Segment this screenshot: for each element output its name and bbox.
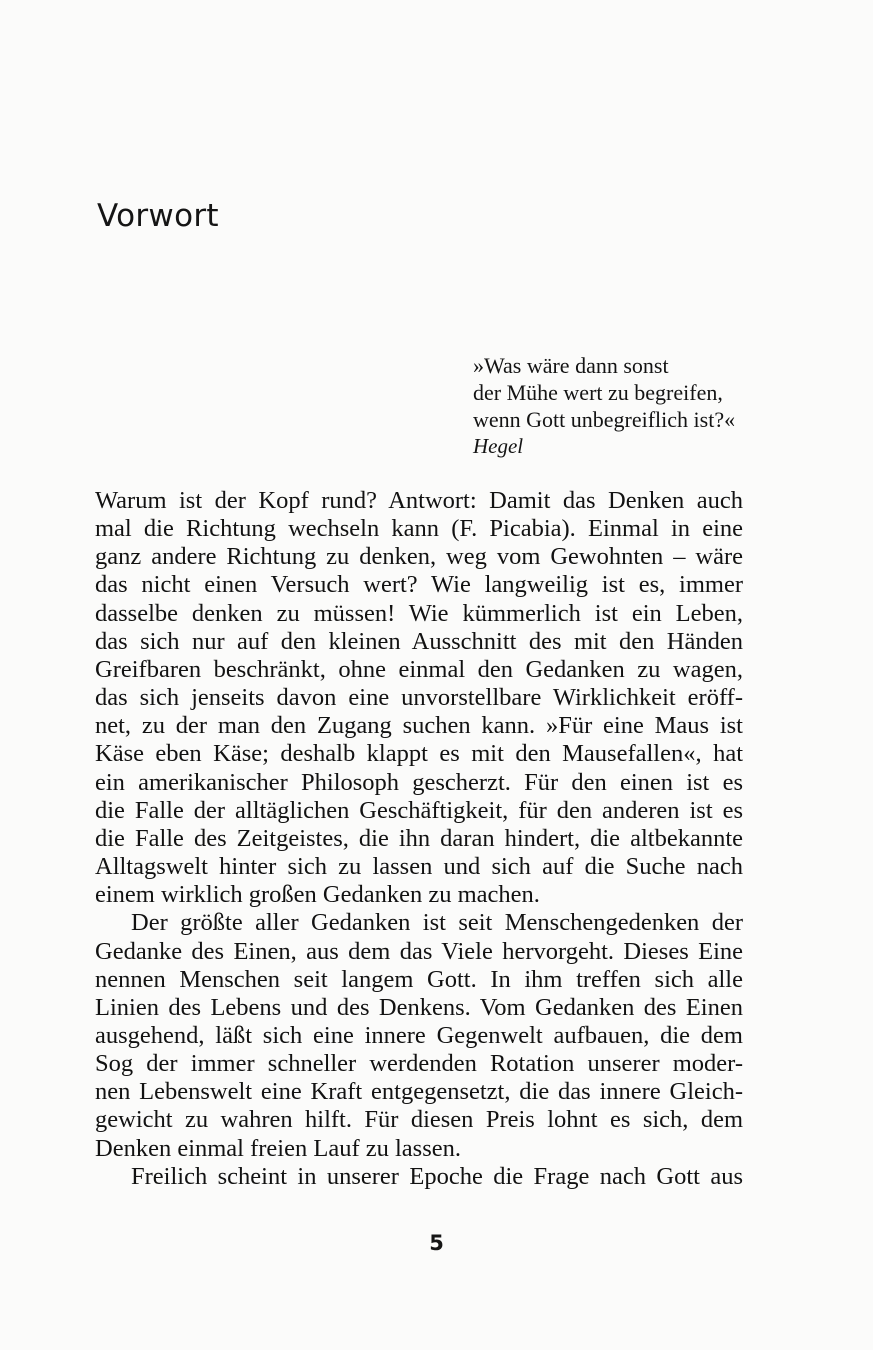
text-line: nen Lebenswelt eine Kraft entgegensetzt, die das innere Gleich- xyxy=(95,1078,743,1106)
text-line: mal die Richtung wechseln kann (F. Picabia). Einmal in eine xyxy=(95,515,743,543)
text-line: Linien des Lebens und des Denkens. Vom Gedanken des Einen xyxy=(95,993,743,1021)
epigraph xyxy=(473,352,813,460)
text-line: Alltagswelt hinter sich zu lassen und sich auf die Suche nach xyxy=(95,853,743,881)
text-line: Denken einmal freien Lauf zu lassen. xyxy=(95,1134,461,1162)
text-line: ein amerikanischer Philosoph gescherzt. Für den einen ist es xyxy=(95,768,743,796)
text-line: net, zu der man den Zugang suchen kann. »Für eine Maus ist xyxy=(95,712,743,740)
text-line: ganz andere Richtung zu denken, weg vom Gewohnten – wäre xyxy=(95,543,743,571)
text-line: das nicht einen Versuch wert? Wie langweilig ist es, immer xyxy=(95,571,743,599)
text-line: die Falle der alltäglichen Geschäftigkeit, für den anderen ist es xyxy=(95,796,743,824)
text-line: Der größte aller Gedanken ist seit Menschengedenken der xyxy=(131,909,743,937)
body-text xyxy=(95,487,743,1191)
paragraph xyxy=(95,1163,743,1191)
text-line: Greifbaren beschränkt, ohne einmal den Gedanken zu wagen, xyxy=(95,655,743,683)
text-line: nennen Menschen seit langem Gott. In ihm treffen sich alle xyxy=(95,965,743,993)
text-line: das sich nur auf den kleinen Ausschnitt des mit den Händen xyxy=(95,627,743,655)
text-line: einem wirklich großen Gedanken zu machen. xyxy=(95,881,540,909)
epigraph-line: wenn Gott unbegreiflich ist?« xyxy=(473,407,736,432)
text-line: dasselbe denken zu müssen! Wie kümmerlich ist ein Leben, xyxy=(95,599,743,627)
epigraph-author: Hegel xyxy=(473,434,524,458)
text-line: die Falle des Zeitgeistes, die ihn daran hindert, die altbekannte xyxy=(95,824,743,852)
chapter-heading: Vorwort xyxy=(97,198,219,234)
text-line: gewicht zu wahren hilft. Für diesen Preis lohnt es sich, dem xyxy=(95,1106,743,1134)
text-line: Sog der immer schneller werdenden Rotation unserer moder- xyxy=(95,1050,743,1078)
epigraph-line: der Mühe wert zu begreifen, xyxy=(473,380,723,405)
epigraph-line: »Was wäre dann sonst xyxy=(473,353,669,378)
paragraph xyxy=(95,487,743,909)
text-line: Käse eben Käse; deshalb klappt es mit den Mausefallen«, hat xyxy=(95,740,743,768)
text-line: Gedanke des Einen, aus dem das Viele hervorgeht. Dieses Eine xyxy=(95,937,743,965)
paragraph xyxy=(95,909,743,1162)
text-line: ausgehend, läßt sich eine innere Gegenwelt aufbauen, die dem xyxy=(95,1021,743,1049)
page-number: 5 xyxy=(429,1231,444,1255)
text-line: das sich jenseits davon eine unvorstellbare Wirklichkeit eröff- xyxy=(95,684,743,712)
text-line: Freilich scheint in unserer Epoche die Frage nach Gott aus xyxy=(131,1162,743,1190)
text-line: Warum ist der Kopf rund? Antwort: Damit das Denken auch xyxy=(95,487,743,514)
